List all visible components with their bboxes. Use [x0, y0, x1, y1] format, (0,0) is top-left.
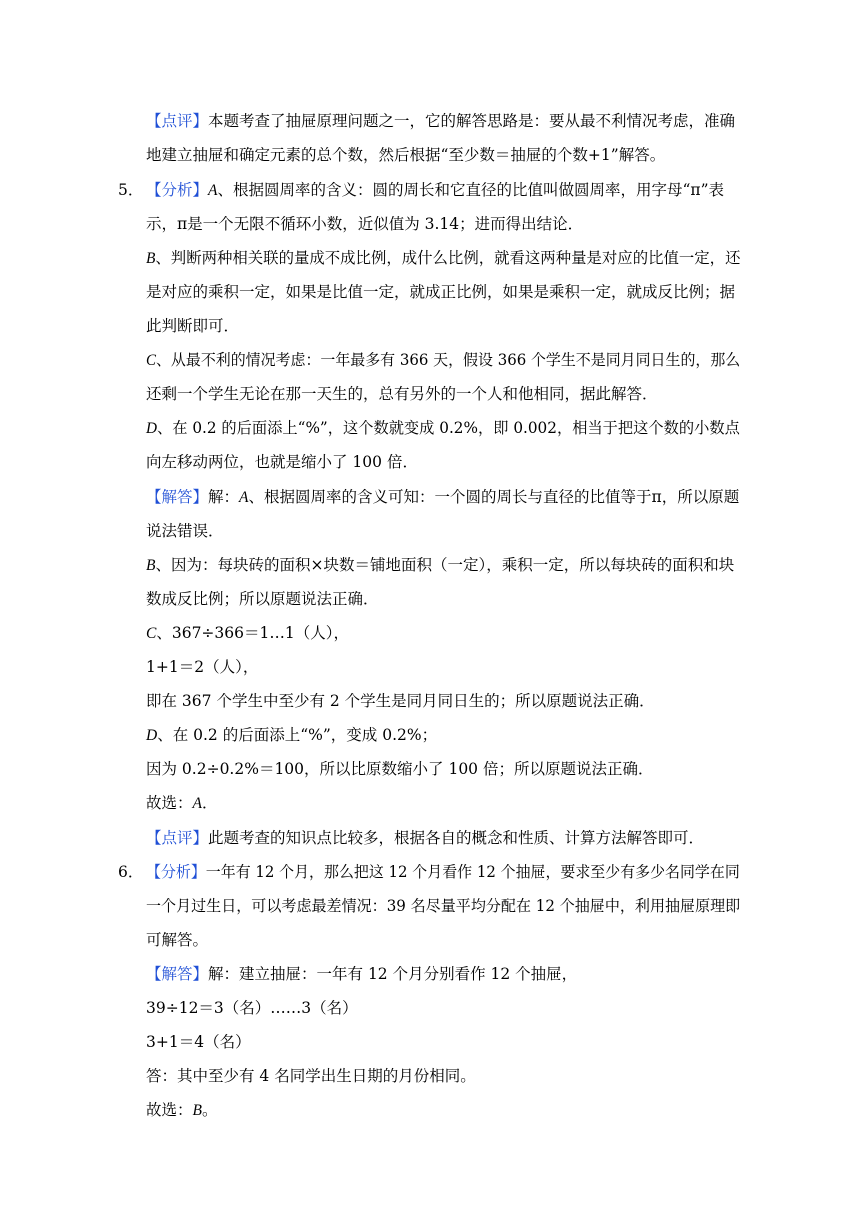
q6-number: 6． — [118, 863, 144, 881]
analysis-tag: 【分析】 — [146, 181, 209, 199]
q5-number: 5． — [118, 181, 144, 199]
q5-comment — [146, 828, 704, 848]
q6-answer-line-4: 答：其中至少有 4 名同学出生日期的月份相同。 — [146, 1067, 476, 1085]
q5-analysis-A-line-1 — [146, 180, 724, 201]
q4-comment-line-2: 地建立抽屉和确定元素的总个数，然后根据“至少数＝抽屉的个数+1”解答。 — [146, 146, 666, 164]
q4-comment-line-1 — [146, 111, 735, 131]
q6-analysis-line-1 — [146, 862, 740, 882]
q5-analysis-B-line-1 — [146, 248, 740, 269]
comment-tag: 【点评】 — [146, 829, 209, 847]
letter-b: B — [146, 557, 156, 574]
q6-choice — [146, 1100, 218, 1121]
q5-analysis-C-line-2: 还剩一个学生无论在那一天生的，总有另外的一个人和他相同，据此解答． — [146, 385, 658, 403]
letter-d: D — [146, 420, 158, 437]
letter-b: B — [192, 1102, 202, 1119]
q5-analysis-A-line-2: 示，π是一个无限不循环小数，近似值为 3.14；进而得出结论． — [146, 215, 584, 233]
q5-answer-D-line-2: 因为 0.2÷0.2%＝100，所以比原数缩小了 100 倍；所以原题说法正确． — [146, 760, 654, 778]
q5-choice-suffix: ． — [201, 794, 218, 812]
q6-analysis-line-3: 可解答。 — [146, 931, 209, 949]
q6-choice-prefix: 故选： — [146, 1101, 193, 1119]
q5-analysis-C-line-1 — [146, 350, 740, 371]
q6-answer-line-1 — [146, 964, 577, 984]
q6-choice-suffix: 。 — [201, 1101, 218, 1119]
q5-answer-C-line-1 — [146, 623, 349, 644]
answer-tag: 【解答】 — [146, 488, 209, 506]
letter-c: C — [146, 352, 156, 369]
q5-answer-C-line-3: 即在 367 个学生中至少有 2 个学生是同月同日生的；所以原题说法正确． — [146, 692, 655, 710]
q6-answer-line-2: 39÷12＝3（名）……3（名） — [146, 999, 358, 1017]
letter-d: D — [146, 727, 158, 744]
letter-a: A — [239, 489, 249, 506]
answer-tag: 【解答】 — [146, 965, 209, 983]
q4-comment-text-1: 本题考查了抽屉原理问题之一，它的解答思路是：要从最不利情况考虑，准确 — [208, 112, 736, 130]
q5-choice — [146, 793, 218, 814]
analysis-tag: 【分析】 — [146, 863, 206, 881]
q5-analysis-C-text: 、从最不利的情况考虑：一年最多有 366 天，假设 366 个学生不是同月同日生的，那么 — [155, 351, 741, 369]
q5-analysis-B-text: 、判断两种相关联的量成不成比例，成什么比例，就看这两种量是对应的比值一定，还 — [155, 249, 741, 267]
letter-a: A — [192, 795, 202, 812]
q5-answer-B-text: 、因为：每块砖的面积×块数＝铺地面积（一定），乘积一定，所以每块砖的面积和块 — [155, 556, 735, 574]
q5-analysis-D-line-1 — [146, 418, 740, 439]
q5-answer-B-line-1 — [146, 555, 734, 576]
q5-analysis-B-line-3: 此判断即可． — [146, 317, 240, 335]
letter-b: B — [146, 250, 156, 267]
q5-answer-C-text: 、367÷366＝1…1（人）， — [156, 624, 349, 642]
q5-answer-A-line-2: 说法错误． — [146, 522, 224, 540]
q5-comment-text: 此题考查的知识点比较多，根据各自的概念和性质、计算方法解答即可． — [208, 829, 705, 847]
q5-answer-A-text: 、根据圆周率的含义可知：一个圆的周长与直径的比值等于π，所以原题 — [248, 488, 740, 506]
q6-answer-line-3: 3+1＝4（名） — [146, 1033, 251, 1051]
q5-answer-D-line-1 — [146, 725, 437, 746]
q5-answer-A-line-1 — [146, 487, 739, 508]
letter-c: C — [146, 625, 157, 642]
q5-answer-B-line-2: 数成反比例；所以原题说法正确． — [146, 590, 379, 608]
q5-choice-prefix: 故选： — [146, 794, 193, 812]
q5-analysis-D-text: 、在 0.2 的后面添上“%”，这个数就变成 0.2%，即 0.002，相当于把这个数的小数点 — [157, 419, 740, 437]
q5-analysis-B-line-2: 是对应的乘积一定，如果是比值一定，就成正比例，如果是乘积一定，就成反比例；据 — [146, 283, 736, 301]
q5-analysis-A-text: 、根据圆周率的含义：圆的周长和它直径的比值叫做圆周率，用字母“π”表 — [217, 181, 725, 199]
q6-analysis-text: 一年有 12 个月，那么把这 12 个月看作 12 个抽屉，要求至少有多少名同学在同 — [205, 863, 740, 881]
comment-tag: 【点评】 — [146, 112, 209, 130]
q5-answer-prefix: 解： — [208, 488, 240, 506]
q6-analysis-line-2: 一个月过生日，可以考虑最差情况：39 名尽量平均分配在 12 个抽屉中，利用抽屉原理即 — [146, 897, 741, 915]
q5-answer-D-text: 、在 0.2 的后面添上“%”，变成 0.2%； — [157, 726, 438, 744]
q5-analysis-D-line-2: 向左移动两位，也就是缩小了 100 倍． — [146, 453, 418, 471]
q5-answer-C-line-2: 1+1＝2（人）， — [146, 658, 259, 676]
letter-a: A — [208, 182, 218, 199]
q6-answer-text: 解：建立抽屉：一年有 12 个月分别看作 12 个抽屉， — [208, 965, 578, 983]
